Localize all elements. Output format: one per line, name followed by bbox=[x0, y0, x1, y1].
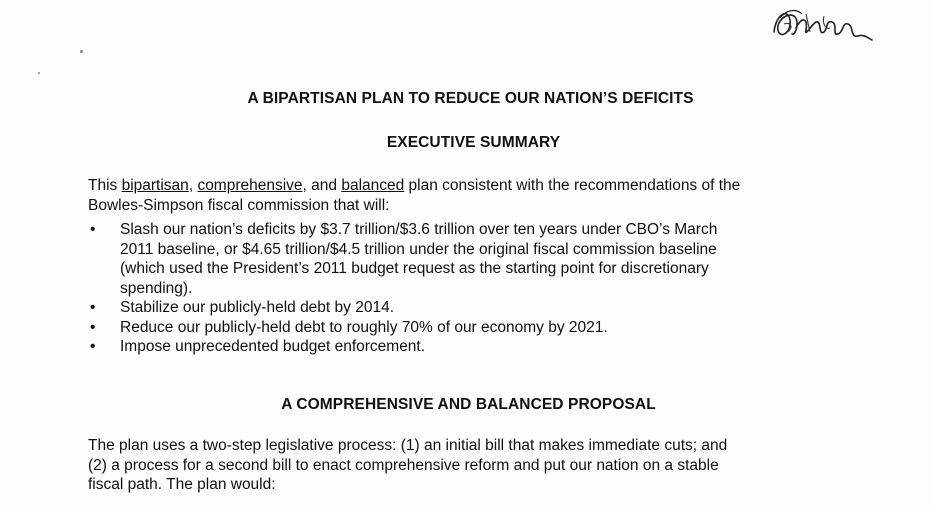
scan-speck bbox=[80, 50, 83, 53]
scan-speck bbox=[38, 72, 40, 74]
intro-line-2: Bowles-Simpson fiscal commission that will: bbox=[88, 196, 390, 214]
bullet-text-line: Impose unprecedented budget enforcement. bbox=[120, 338, 426, 355]
bullet-icon: • bbox=[90, 299, 96, 316]
bullet-text-line: 2011 baseline, or $4.65 trillion/$4.5 trillion under the original fiscal commission baseline bbox=[120, 240, 717, 258]
intro-line-1 bbox=[88, 176, 868, 196]
bullet-icon: • bbox=[90, 318, 96, 336]
underlined-balanced: balanced bbox=[341, 177, 405, 194]
bullet-text-line: Reduce our publicly-held debt to roughly 70% of our economy by 2021. bbox=[120, 318, 608, 336]
closing-paragraph bbox=[88, 436, 868, 495]
intro-separator: , and bbox=[302, 177, 342, 194]
proposal-section-heading: A COMPREHENSIVE AND BALANCED PROPOSAL bbox=[281, 396, 656, 413]
intro-separator: , bbox=[188, 177, 198, 194]
document-title: A BIPARTISAN PLAN TO REDUCE OUR NATION’S DEFICITS bbox=[247, 90, 694, 107]
bullet-text-line: spending). bbox=[120, 279, 193, 297]
bullet-text-line: Stabilize our publicly-held debt by 2014. bbox=[120, 299, 395, 316]
handwritten-signature bbox=[766, 2, 876, 48]
intro-line-1-rest: plan consistent with the recommendations of the bbox=[404, 177, 741, 194]
bullet-item bbox=[88, 298, 868, 318]
underlined-bipartisan: bipartisan bbox=[121, 177, 189, 194]
bullet-icon: • bbox=[90, 221, 96, 238]
bullet-icon: • bbox=[90, 338, 96, 355]
closing-line: The plan uses a two-step legislative process: (1) an initial bill that makes immediate cuts; and bbox=[88, 437, 728, 454]
bullet-text-line: (which used the President’s 2011 budget request as the starting point for discretionary bbox=[120, 260, 709, 277]
closing-line: (2) a process for a second bill to enact comprehensive reform and put our nation on a stable bbox=[88, 456, 719, 474]
bullet-item bbox=[88, 337, 868, 357]
bullet-item bbox=[88, 318, 868, 338]
underlined-comprehensive: comprehensive bbox=[197, 177, 303, 194]
summary-bullet-list bbox=[88, 220, 868, 357]
closing-line: fiscal path. The plan would: bbox=[88, 476, 276, 493]
bullet-text-line: Slash our nation’s deficits by $3.7 trillion/$3.6 trillion over ten years under CBO’s March bbox=[120, 221, 718, 238]
intro-paragraph bbox=[88, 176, 868, 215]
bullet-item bbox=[88, 220, 868, 298]
executive-summary-heading: EXECUTIVE SUMMARY bbox=[386, 134, 561, 151]
intro-prefix: This bbox=[88, 177, 122, 194]
